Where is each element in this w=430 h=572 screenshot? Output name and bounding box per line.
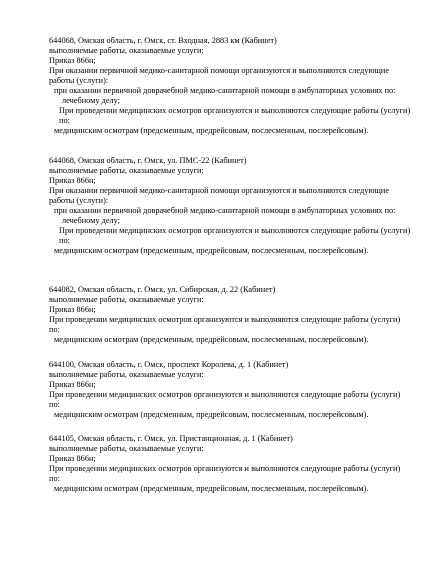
license-entry	[49, 360, 409, 420]
entry-address: 644082, Омская область, г. Омск, ул. Сибирская, д. 22 (Кабинет)	[49, 285, 276, 294]
order-reference: Приказ 866н;	[49, 454, 96, 463]
license-entry	[49, 36, 409, 136]
medical-exam-item: медицинским осмотрам (предсменным, предрейсовым, послесменным, послерейсовым).	[54, 126, 369, 135]
primary-care-intro: При оказании первичной медико-санитарной помощи организуются и выполняются следующие работы (услуги):	[49, 186, 390, 205]
works-label: выполняемые работы, оказываемые услуги:	[49, 444, 204, 453]
works-label: выполняемые работы, оказываемые услуги:	[49, 295, 204, 304]
primary-care-subsection: при оказании первичной доврачебной медико-санитарной помощи в амбулаторных условиях по:	[54, 206, 396, 215]
primary-care-intro: При оказании первичной медико-санитарной помощи организуются и выполняются следующие работы (услуги):	[49, 66, 390, 85]
order-reference: Приказ 866н;	[49, 305, 96, 314]
medical-exam-item: медицинским осмотрам (предсменным, предрейсовым, послесменным, послерейсовым).	[54, 246, 369, 255]
license-entry	[49, 434, 409, 494]
order-reference: Приказ 866н;	[49, 380, 96, 389]
works-label: выполняемые работы, оказываемые услуги:	[49, 370, 204, 379]
entry-address: 644105, Омская область, г. Омск, ул. Пристанционная, д. 1 (Кабинет)	[49, 434, 293, 443]
medical-exam-intro: При проведении медицинских осмотров организуются и выполняются следующие работы (услуги) по:	[49, 315, 401, 334]
medical-exam-item: медицинским осмотрам (предсменным, предрейсовым, послесменным, послерейсовым).	[54, 484, 369, 493]
works-label: выполняемые работы, оказываемые услуги:	[49, 46, 204, 55]
primary-care-item: лечебному делу;	[62, 96, 120, 105]
medical-exam-item: медицинским осмотрам (предсменным, предрейсовым, послесменным, послерейсовым).	[54, 410, 369, 419]
medical-exam-intro: При проведении медицинских осмотров организуются и выполняются следующие работы (услуги) по:	[59, 106, 411, 125]
entry-address: 644068, Омская область, г. Омск, ст. Входная, 2883 км (Кабинет)	[49, 36, 277, 45]
entry-address: 644100, Омская область, г. Омск, проспект Королева, д. 1 (Кабинет)	[49, 360, 289, 369]
medical-exam-intro: При проведении медицинских осмотров организуются и выполняются следующие работы (услуги) по:	[49, 464, 401, 483]
primary-care-subsection: при оказании первичной доврачебной медико-санитарной помощи в амбулаторных условиях по:	[54, 86, 396, 95]
order-reference: Приказ 866н;	[49, 176, 96, 185]
works-label: выполняемые работы, оказываемые услуги:	[49, 166, 204, 175]
medical-exam-item: медицинским осмотрам (предсменным, предрейсовым, послесменным, послерейсовым).	[54, 335, 369, 344]
entry-address: 644068, Омская область, г. Омск, ул. ПМС-22 (Кабинет)	[49, 156, 247, 165]
license-entry	[49, 285, 409, 345]
license-entry	[49, 156, 409, 256]
primary-care-item: лечебному делу;	[62, 216, 120, 225]
order-reference: Приказ 866н;	[49, 56, 96, 65]
medical-exam-intro: При проведении медицинских осмотров организуются и выполняются следующие работы (услуги) по:	[59, 226, 411, 245]
medical-exam-intro: При проведении медицинских осмотров организуются и выполняются следующие работы (услуги) по:	[49, 390, 401, 409]
